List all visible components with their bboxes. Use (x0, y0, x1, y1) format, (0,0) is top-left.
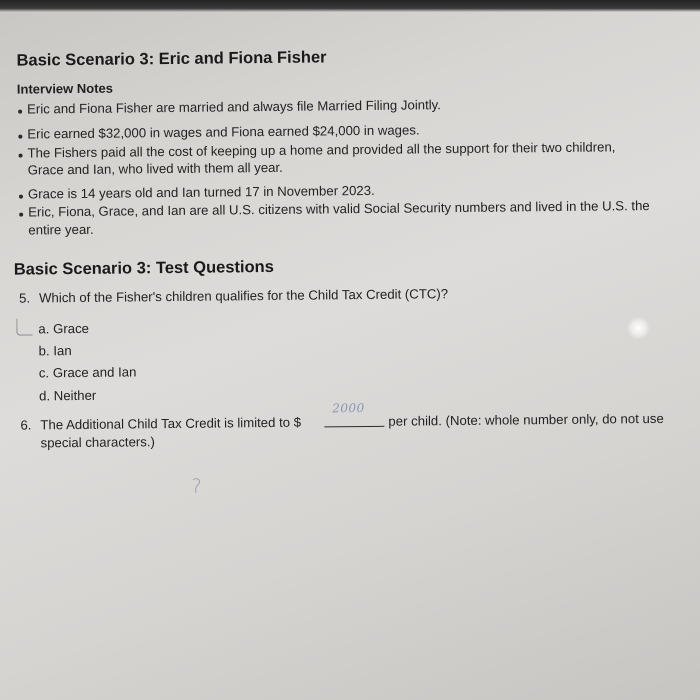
option-c[interactable] (39, 364, 137, 380)
note-bullet-2: Eric earned $32,000 in wages and Fiona earned $24,000 in wages. (27, 122, 420, 142)
option-b-text: Ian (53, 343, 72, 359)
option-c-letter: c. (38, 365, 50, 381)
note-bullet-5-line-1: Eric, Fiona, Grace, and Ian are all U.S. citizens with valid Social Security numbers and lived in the U.S. the (28, 197, 650, 220)
question-6-text-line-2: special characters.) (40, 434, 155, 451)
note-bullet-3-line-1: The Fishers paid all the cost of keeping up a home and provided all the support for their two children, (27, 139, 616, 161)
option-d-letter: d. (39, 388, 51, 404)
scenario-title: Basic Scenario 3: Eric and Fiona Fisher (16, 48, 327, 70)
option-d[interactable] (39, 388, 96, 404)
option-b[interactable] (39, 343, 72, 358)
option-a-letter: a. (38, 321, 50, 337)
light-glare (627, 317, 649, 339)
question-5-number: 5. (18, 290, 31, 306)
bullet-dot (19, 154, 23, 158)
question-6-text-after: per child. (Note: whole number only, do not use (388, 410, 664, 429)
question-6-number: 6. (20, 417, 32, 433)
pen-squiggle-mark (190, 476, 204, 496)
bullet-dot (18, 110, 22, 114)
answer-blank-line[interactable] (324, 426, 384, 428)
bullet-dot (18, 135, 22, 139)
note-bullet-1: Eric and Fiona Fisher are married and always file Married Filing Jointly. (27, 97, 441, 117)
question-5-text: Which of the Fisher's children qualifies for the Child Tax Credit (CTC)? (38, 286, 449, 306)
pen-mark-option-a (16, 318, 32, 335)
bullet-dot (19, 213, 23, 217)
bullet-dot (19, 195, 23, 199)
option-b-letter: b. (38, 343, 50, 359)
option-a-text: Grace (52, 320, 90, 337)
handwritten-answer: 2000 (332, 400, 365, 416)
test-questions-heading: Basic Scenario 3: Test Questions (13, 257, 274, 279)
note-bullet-5-line-2: entire year. (28, 221, 94, 238)
note-bullet-4: Grace is 14 years old and Ian turned 17 in November 2023. (27, 182, 375, 202)
option-c-text: Grace and Ian (52, 364, 137, 381)
interview-notes-heading: Interview Notes (16, 80, 114, 97)
question-6-text-before: The Additional Child Tax Credit is limited to $ (40, 414, 302, 433)
note-bullet-3-line-2: Grace and Ian, who lived with them all year. (27, 159, 283, 178)
option-a[interactable] (38, 321, 89, 337)
option-d-text: Neither (53, 387, 97, 404)
